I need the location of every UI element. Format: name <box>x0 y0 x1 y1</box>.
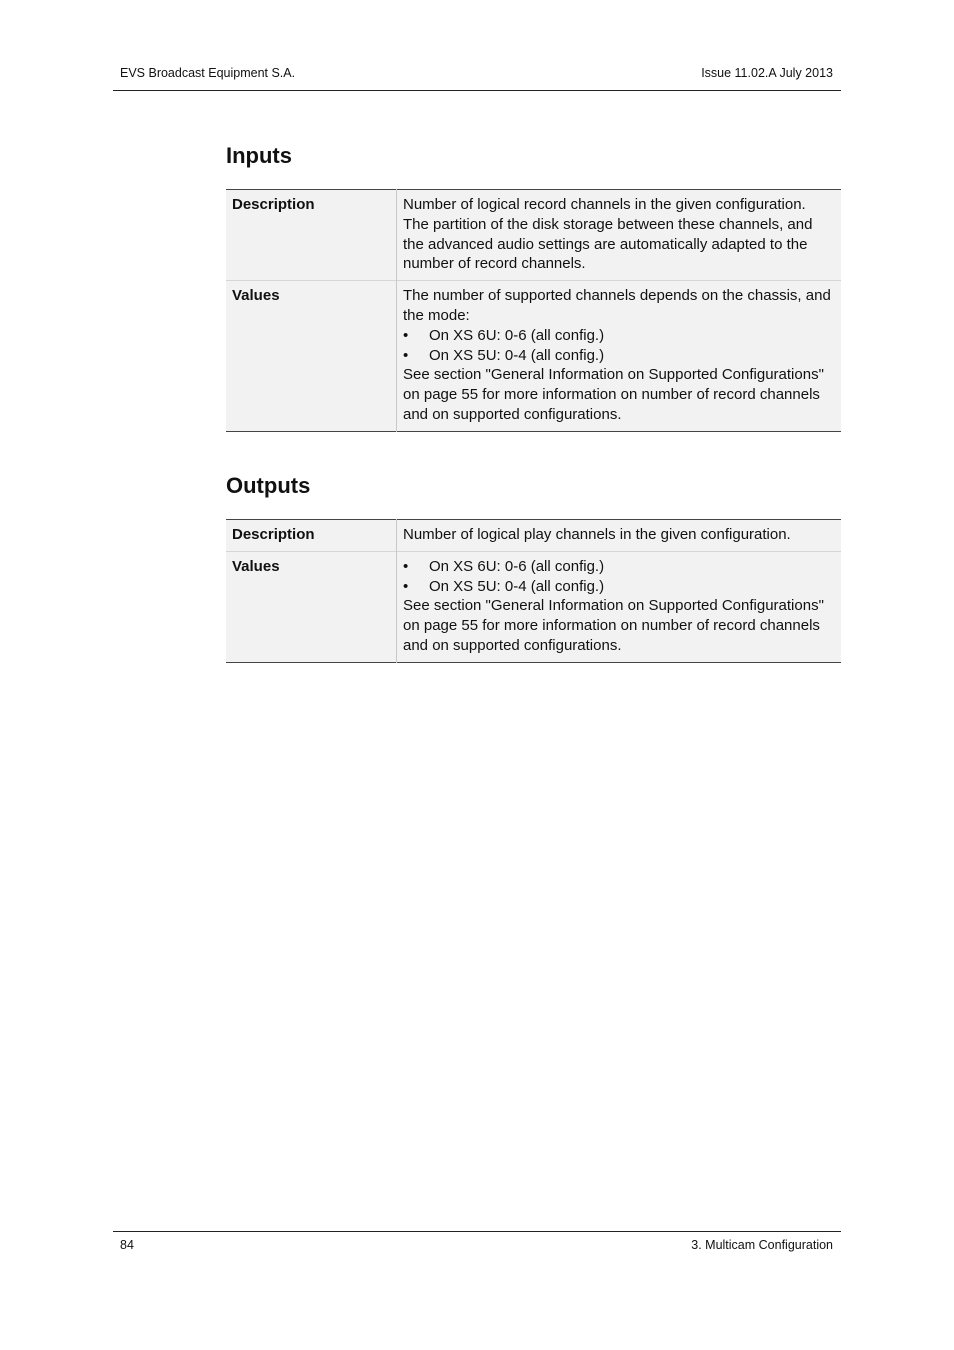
outputs-values-label: Values <box>226 551 397 662</box>
page-number: 84 <box>120 1238 134 1252</box>
list-item <box>403 346 835 366</box>
inputs-description-label: Description <box>226 190 397 281</box>
inputs-heading: Inputs <box>226 143 292 168</box>
bullet-icon: • <box>403 577 409 595</box>
table-row <box>226 281 841 432</box>
outputs-description-label: Description <box>226 520 397 552</box>
list-item <box>403 577 835 597</box>
footer-chapter: 3. Multicam Configuration <box>691 1238 833 1252</box>
header-rule <box>113 90 841 91</box>
outputs-values-note: See section "General Information on Supported Configurations" on page 55 for more information on number of record channels and on supported configurations. <box>403 597 824 654</box>
footer-rule <box>113 1231 841 1232</box>
table-row <box>226 190 841 281</box>
header-issue: Issue 11.02.A July 2013 <box>701 66 833 80</box>
outputs-bullet-text: On XS 6U: 0-6 (all config.) <box>429 557 605 575</box>
header-company: EVS Broadcast Equipment S.A. <box>120 66 296 80</box>
inputs-values-intro: The number of supported channels depends on the chassis, and the mode: <box>403 287 831 324</box>
bullet-icon: • <box>403 326 409 344</box>
inputs-bullet-text: On XS 6U: 0-6 (all config.) <box>429 326 605 344</box>
inputs-values-label: Values <box>226 281 397 432</box>
table-row <box>226 520 841 552</box>
bullet-icon: • <box>403 557 409 575</box>
outputs-values-cell <box>397 551 842 662</box>
outputs-bullet-text: On XS 5U: 0-4 (all config.) <box>429 577 605 595</box>
inputs-description-text: Number of logical record channels in the given configuration. The partition of the disk storage between these channels, and the advanced audio settings are automatically adapted to the number of record channels. <box>397 190 842 281</box>
table-row <box>226 551 841 662</box>
outputs-heading: Outputs <box>226 473 311 498</box>
inputs-table <box>226 189 841 432</box>
outputs-table <box>226 519 841 663</box>
list-item <box>403 557 835 577</box>
bullet-icon: • <box>403 346 409 364</box>
inputs-bullet-text: On XS 5U: 0-4 (all config.) <box>429 346 605 364</box>
inputs-values-note: See section "General Information on Supported Configurations" on page 55 for more information on number of record channels and on supported configurations. <box>403 366 824 423</box>
inputs-values-cell <box>397 281 842 432</box>
list-item <box>403 326 835 346</box>
outputs-description-text: Number of logical play channels in the given configuration. <box>397 520 842 552</box>
